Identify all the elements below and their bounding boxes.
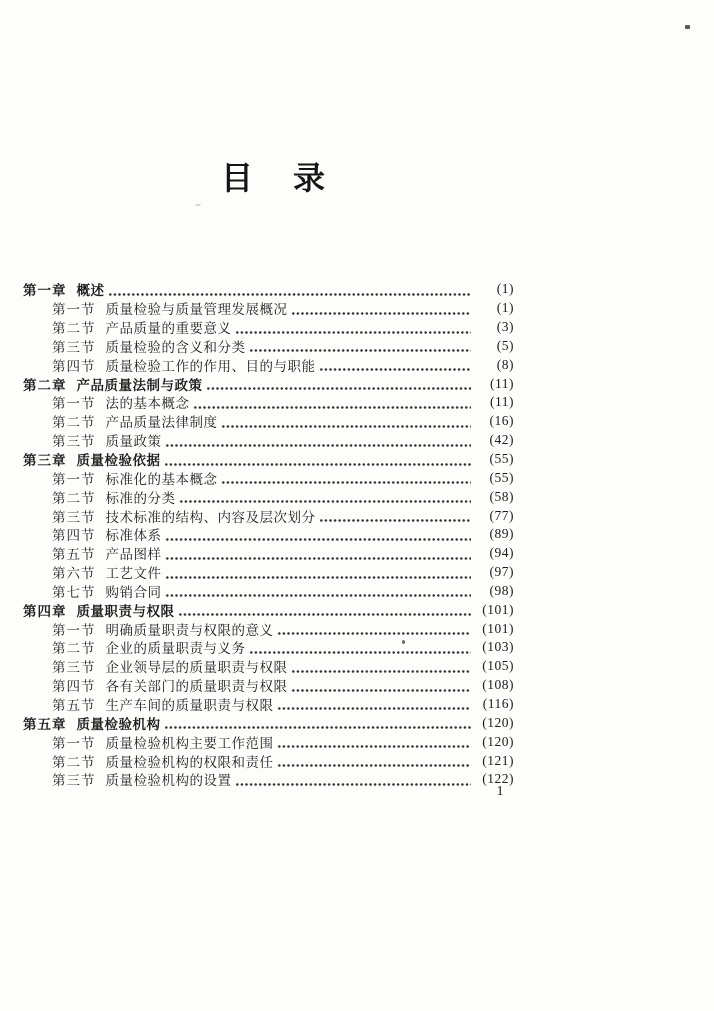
toc-entry-title: 法的基本概念 — [105, 396, 190, 412]
toc-entry — [0, 638, 714, 657]
toc-entry-label: 第三节 — [52, 339, 96, 355]
folio-page-number: 1 — [496, 784, 504, 799]
toc-entry-title: 质量检验与质量管理发展概况 — [105, 302, 288, 318]
toc-entry-page: (42) — [489, 432, 514, 448]
toc-entry — [0, 619, 714, 638]
toc-entry-title: 企业领导层的质量职责与权限 — [105, 660, 288, 676]
dot-leader — [163, 453, 472, 466]
toc-entry-label: 第四节 — [52, 679, 96, 695]
dot-leader — [220, 415, 472, 428]
toc-entry — [0, 487, 714, 506]
toc-entry-title: 购销合同 — [105, 584, 162, 600]
toc-entry-label: 第三节 — [52, 773, 96, 789]
toc-entry — [0, 544, 714, 563]
dot-leader — [178, 490, 472, 503]
dot-leader — [164, 584, 472, 597]
toc-entry-title: 质量检验依据 — [76, 453, 161, 469]
dot-leader — [205, 377, 472, 390]
toc-entry — [0, 600, 714, 619]
toc-entry-page: (5) — [496, 337, 514, 353]
toc-entry-title: 产品质量法律制度 — [105, 415, 218, 431]
dot-leader — [248, 339, 472, 352]
toc-entry-label: 第五章 — [23, 716, 67, 732]
toc-entry-label: 第一节 — [52, 622, 96, 638]
toc-entry-title: 质量检验机构 — [76, 716, 161, 732]
toc-entry-label: 第三节 — [52, 660, 96, 676]
dot-leader — [164, 528, 472, 541]
toc-entry — [0, 751, 714, 770]
scan-speck — [195, 204, 201, 206]
toc-entry-label: 第二节 — [52, 641, 96, 657]
toc-entry — [0, 525, 714, 544]
toc-entry-title: 各有关部门的质量职责与权限 — [105, 679, 288, 695]
toc-entry — [0, 713, 714, 732]
toc-entry-label: 第一节 — [52, 302, 96, 318]
dot-leader — [234, 321, 472, 334]
scan-speck — [402, 640, 405, 644]
toc-entry-label: 第一节 — [52, 471, 96, 487]
toc-entry-title: 质量检验机构的设置 — [105, 773, 232, 789]
toc-entry-title: 生产车间的质量职责与权限 — [105, 697, 274, 713]
toc-entry-label: 第二节 — [52, 415, 96, 431]
toc-entry-page: (120) — [482, 714, 514, 730]
toc-entry-page: (94) — [489, 545, 514, 561]
toc-entry — [0, 280, 714, 299]
toc-entry-page: (1) — [496, 300, 514, 316]
dot-leader — [192, 396, 472, 409]
toc-entry-label: 第二节 — [52, 321, 96, 337]
toc-entry-label: 第七节 — [52, 584, 96, 600]
toc-entry — [0, 770, 714, 789]
toc-entry-label: 第四节 — [52, 528, 96, 544]
toc-entry — [0, 468, 714, 487]
toc-entry-page: (58) — [489, 488, 514, 504]
toc-entry-label: 第一节 — [52, 396, 96, 412]
toc-entry — [0, 506, 714, 525]
toc-entry — [0, 355, 714, 374]
dot-leader — [290, 660, 472, 673]
dot-leader — [164, 434, 472, 447]
toc-entry-label: 第一章 — [23, 283, 67, 299]
toc-entry-title: 质量检验机构的权限和责任 — [105, 754, 274, 770]
dot-leader — [234, 773, 472, 786]
toc-entry-page: (98) — [489, 582, 514, 598]
toc-entry-label: 第五节 — [52, 547, 96, 563]
dot-leader — [163, 716, 472, 729]
toc-entry-page: (122) — [482, 771, 514, 787]
toc-entry-title: 工艺文件 — [105, 566, 162, 582]
toc-entry-page: (16) — [489, 413, 514, 429]
dot-leader — [107, 283, 472, 296]
toc-entry-label: 第四节 — [52, 358, 96, 374]
toc-entry-label: 第三章 — [23, 453, 67, 469]
toc-entry-label: 第一节 — [52, 735, 96, 751]
toc-entry-title: 质量检验工作的作用、目的与职能 — [105, 358, 316, 374]
toc-entry-title: 明确质量职责与权限的意义 — [105, 622, 274, 638]
toc-entry-label: 第二章 — [23, 377, 67, 393]
toc-entry-page: (1) — [496, 281, 514, 297]
table-of-contents — [0, 280, 714, 789]
toc-entry-title: 技术标准的结构、内容及层次划分 — [105, 509, 316, 525]
dot-leader — [164, 566, 472, 579]
toc-entry-title: 标准体系 — [105, 528, 162, 544]
toc-entry-page: (101) — [482, 601, 514, 617]
toc-entry — [0, 676, 714, 695]
dot-leader — [276, 622, 472, 635]
dot-leader — [290, 302, 472, 315]
dot-leader — [290, 679, 472, 692]
toc-entry-page: (89) — [489, 526, 514, 542]
toc-entry-title: 质量政策 — [105, 434, 162, 450]
toc-entry-page: (108) — [482, 677, 514, 693]
toc-entry-page: (8) — [496, 356, 514, 372]
toc-entry — [0, 393, 714, 412]
toc-entry-page: (55) — [489, 451, 514, 467]
toc-entry — [0, 318, 714, 337]
toc-entry — [0, 695, 714, 714]
toc-entry — [0, 563, 714, 582]
toc-entry — [0, 431, 714, 450]
page-title: 目录 — [221, 160, 366, 197]
dot-leader — [164, 547, 472, 560]
toc-entry-page: (3) — [496, 319, 514, 335]
dot-leader — [318, 358, 472, 371]
toc-entry-title: 标准化的基本概念 — [105, 471, 218, 487]
toc-entry-page: (105) — [482, 658, 514, 674]
dot-leader — [276, 697, 472, 710]
toc-entry — [0, 732, 714, 751]
toc-entry-title: 产品图样 — [105, 547, 162, 563]
toc-entry-page: (101) — [482, 620, 514, 636]
toc-entry-title: 产品质量法制与政策 — [76, 377, 203, 393]
toc-entry — [0, 657, 714, 676]
dot-leader — [177, 603, 472, 616]
toc-entry-title: 质量职责与权限 — [76, 603, 175, 619]
dot-leader — [276, 754, 472, 767]
dot-leader — [248, 641, 472, 654]
toc-entry-page: (103) — [482, 639, 514, 655]
toc-entry — [0, 299, 714, 318]
toc-entry-page: (77) — [489, 507, 514, 523]
toc-entry-page: (55) — [489, 469, 514, 485]
toc-entry-title: 标准的分类 — [105, 490, 176, 506]
dot-leader — [318, 509, 472, 522]
toc-entry-label: 第五节 — [52, 697, 96, 713]
toc-entry-title: 产品质量的重要意义 — [105, 321, 232, 337]
toc-entry-page: (116) — [482, 695, 514, 711]
toc-entry-title: 质量检验机构主要工作范围 — [105, 735, 274, 751]
toc-entry-page: (11) — [490, 394, 514, 410]
toc-entry-label: 第二节 — [52, 754, 96, 770]
dot-leader — [220, 471, 472, 484]
toc-entry — [0, 582, 714, 601]
toc-entry-label: 第三节 — [52, 434, 96, 450]
toc-entry — [0, 337, 714, 356]
toc-entry-page: (120) — [482, 733, 514, 749]
toc-entry-title: 质量检验的含义和分类 — [105, 339, 246, 355]
toc-entry-page: (11) — [490, 375, 514, 391]
toc-entry-label: 第二节 — [52, 490, 96, 506]
toc-entry-page: (97) — [489, 564, 514, 580]
toc-entry-page: (121) — [482, 752, 514, 768]
toc-entry-label: 第四章 — [23, 603, 67, 619]
dot-leader — [276, 735, 472, 748]
scan-speck — [685, 25, 690, 29]
toc-entry — [0, 374, 714, 393]
toc-entry-title: 企业的质量职责与义务 — [105, 641, 246, 657]
toc-entry — [0, 450, 714, 469]
toc-entry-label: 第六节 — [52, 566, 96, 582]
toc-entry-title: 概述 — [76, 283, 105, 299]
toc-entry-label: 第三节 — [52, 509, 96, 525]
toc-entry — [0, 412, 714, 431]
